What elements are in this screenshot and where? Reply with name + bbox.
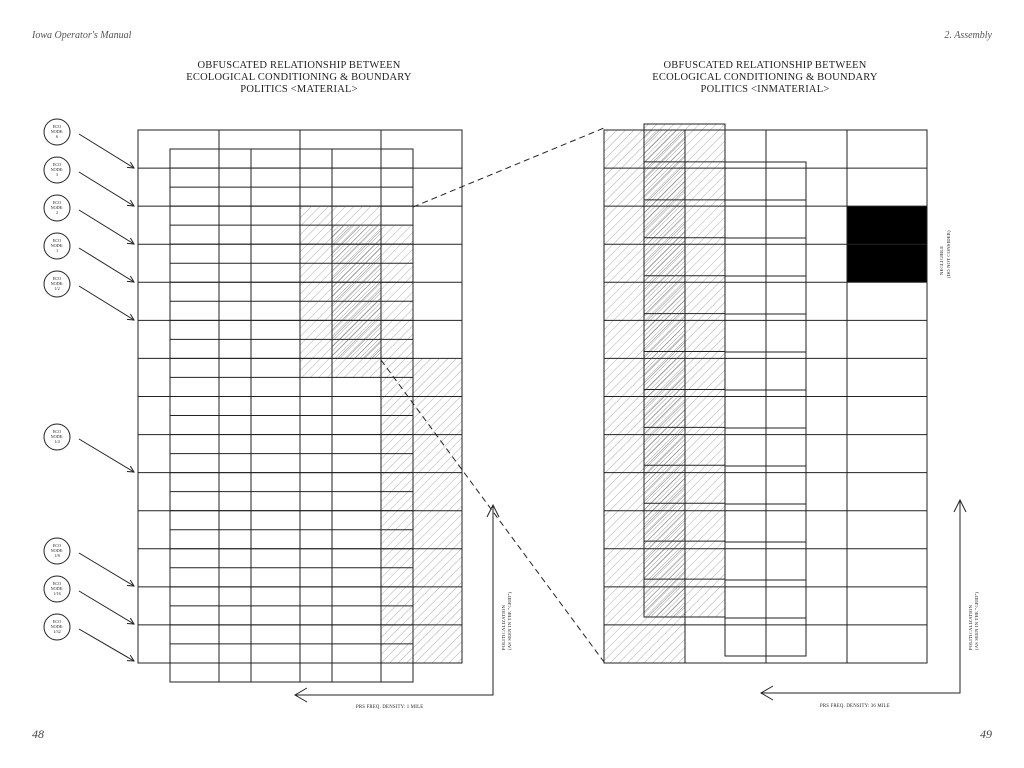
eco-node-label: 1	[55, 248, 59, 253]
arrow-head	[127, 162, 134, 168]
eco-node-label: ECO	[52, 543, 62, 548]
running-header-right: 2. Assembly	[944, 30, 992, 41]
arrow-head	[127, 200, 134, 206]
eco-node-label: 6	[55, 134, 59, 139]
arrow-head	[127, 466, 134, 472]
right-title-line-1: OBFUSCATED RELATIONSHIP BETWEEN	[663, 60, 867, 71]
left-grid-diagram	[138, 130, 462, 682]
eco-node-label: 2	[55, 210, 59, 215]
left-axis-y-label-1: POLITICALIZATION	[501, 604, 506, 650]
eco-node-arrow	[79, 134, 134, 168]
right-axis-y-label-1: POLITICALIZATION	[968, 604, 973, 650]
eco-node-label: 1/16	[53, 591, 61, 596]
right-axis-y-label-2: (AS SEEN IN THE "GRID")	[974, 591, 979, 650]
left-title-line-1: OBFUSCATED RELATIONSHIP BETWEEN	[197, 60, 401, 71]
eco-node-label: ECO	[52, 276, 62, 281]
eco-node-label: ECO	[52, 238, 62, 243]
arrow-head	[127, 580, 134, 586]
eco-node-label: 3	[55, 172, 59, 177]
left-axis-y-label-2: (AS SEEN IN THE "GRID")	[507, 591, 512, 650]
eco-node-arrow	[79, 248, 134, 282]
eco-node-label: ECO	[52, 429, 62, 434]
eco-node-arrow	[79, 286, 134, 320]
eco-node-label: ECO	[52, 124, 62, 129]
eco-node-label: ECO	[52, 619, 62, 624]
arrow-head	[127, 314, 134, 320]
eco-node-label: NODE:	[50, 624, 64, 629]
right-axis-x-label: PRS FREQ. DENSITY: 36 MILE	[820, 704, 890, 709]
eco-node-label: NODE:	[50, 167, 64, 172]
eco-node	[44, 614, 134, 661]
eco-node-arrow	[79, 210, 134, 244]
eco-node-label: NODE:	[50, 434, 64, 439]
eco-node-arrow	[79, 439, 134, 472]
arrow-head	[127, 238, 134, 244]
negligible-label: NEGLIGIBLE	[939, 245, 944, 275]
eco-node-label: NODE:	[50, 243, 64, 248]
eco-node-label: ECO	[52, 162, 62, 167]
dense-hatched-region	[644, 130, 685, 617]
arrow-head	[127, 276, 134, 282]
eco-node-label: ECO	[52, 200, 62, 205]
right-grid-diagram	[604, 124, 927, 663]
negligible-note: (DO NOT CONSIDER)	[946, 230, 951, 278]
running-header-left: Iowa Operator's Manual	[32, 30, 132, 41]
eco-node-label: NODE:	[50, 586, 64, 591]
eco-node-label: 1/8	[54, 553, 60, 558]
right-title-line-2: ECOLOGICAL CONDITIONING & BOUNDARY	[652, 72, 878, 83]
eco-node-label: 1/4	[54, 439, 60, 444]
eco-node-label: NODE:	[50, 129, 64, 134]
eco-node-label: NODE:	[50, 281, 64, 286]
eco-node-label: 1/2	[54, 286, 60, 291]
eco-node-list	[44, 119, 134, 661]
eco-node-arrow	[79, 172, 134, 206]
eco-node-label: 1/32	[53, 629, 61, 634]
eco-node-arrow	[79, 553, 134, 586]
page-number-right: 49	[980, 727, 992, 741]
eco-node	[44, 271, 134, 320]
left-axis-x-label: PRS FREQ. DENSITY: 1 MILE	[356, 705, 424, 710]
left-title-line-3: POLITICS <MATERIAL>	[240, 84, 358, 95]
page-number-left: 48	[32, 727, 44, 741]
eco-node	[44, 424, 134, 472]
left-title-line-2: ECOLOGICAL CONDITIONING & BOUNDARY	[186, 72, 412, 83]
eco-node-arrow	[79, 629, 134, 661]
eco-node-label: NODE:	[50, 548, 64, 553]
right-axis	[761, 500, 979, 709]
arrow-head	[127, 618, 134, 624]
dashed-connector-top	[413, 128, 604, 207]
eco-node-arrow	[79, 591, 134, 624]
eco-node-label: ECO	[52, 581, 62, 586]
eco-node-label: NODE:	[50, 205, 64, 210]
right-title-line-3: POLITICS <INMATERIAL>	[700, 84, 830, 95]
